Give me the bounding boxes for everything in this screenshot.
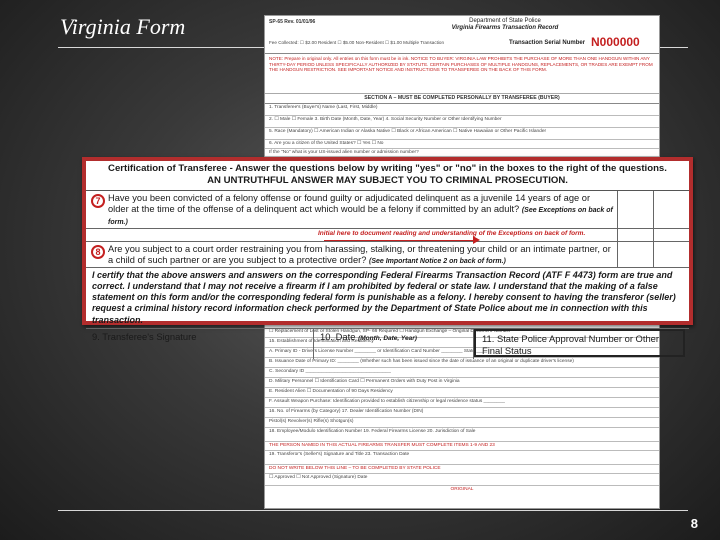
form-line: DO NOT WRITE BELOW THIS LINE – TO BE COMPLETED BY STATE POLICE [265,465,659,474]
answer-cell[interactable] [618,191,654,228]
form-line: 1. Transferee's (Buyer's) Name (Last, First, Middle) [265,104,659,116]
form-revision: SP-65 Rev. 01/01/96 [269,19,316,25]
footer-divider [58,510,688,511]
answer-box [617,191,689,228]
form-line: E. Resident Alien ☐ Documentation of 90 Days Residency [265,388,659,398]
initial-note-row [86,229,689,242]
form-notice: NOTE: Prepare in original only. All entries on this form must be in ink. NOTICE TO BUYER: VIRGINIA LAW PROHIBITS THE PURCHASE OF MORE THAN ONE HANDGUN WITHIN ANY THIRTY-DAY PERIOD UNLESS SPECIFICALLY AUTHORIZED BY STATUTE. CERTAIN PURCHASES OF MULTIPLE HANDGUNS, REPLACEMENTS, OR TRADES ARE EXEMPT FROM THE HANDGUN RESTRICTION. SEE IMPORTANT NOTICE AND INSTRUCTIONS TO TRANSFEREE ON THE BACK OF THIS FORM. [265,54,659,94]
initial-cell[interactable] [654,242,689,267]
arrow-right-icon [324,240,474,241]
question-number-badge: 8 [91,245,105,259]
question-7-note: (See Exceptions on back of form.) [108,207,613,227]
form-agency: Department of State Police [469,18,541,24]
form-original-label: ORIGINAL [450,487,474,492]
form-line: D. Military Personnel ☐ Identification Card ☐ Permanent Orders with Duty Post in Virginia [265,378,659,388]
fee-collected-row: Fee Collected: ☐ $2.00 Resident ☐ $5.00 Non-Resident ☐ $1.00 Multiple Transaction [269,40,445,45]
question-7-text: Have you been convicted of a felony offense or found guilty or adjudicated delinquent as a juvenile 14 years of age or older at the time of the offense of a delinquent act which would be a felony if committed by an adult? [108,192,591,215]
approval-number-field[interactable]: 11. State Police Approval Number or Other Final Status [474,329,685,357]
question-number-badge: 7 [91,194,105,208]
date-field[interactable] [314,329,474,359]
form-line: C. Secondary ID ________________________________ [265,368,659,378]
answer-cell[interactable] [618,242,654,267]
answer-box [617,242,689,267]
form-line: 5. Race (Mandatory) ☐ American Indian or Alaska Native ☐ Black or African American ☐ Native Hawaiian or Other Pacific Islander [265,128,659,140]
certification-statement: I certify that the above answers and answers on the corresponding Federal Firearms Transaction Record (ATF F 4473) form are true and correct. I understand that I may not receive a firearm if I am prohibited by federal or state law. I understand that the making of a false statement on this form and/or the corresponding federal form is punishable as a felony. I hereby consent to having the transferor (seller) request a criminal history record information check performed by the Department of State Police about me in connection with this transaction. [86,268,689,329]
form-line: 2. ☐ Male ☐ Female 3. Birth Date (Month, Date, Year) 4. Social Security Number or Other Identifying Number [265,116,659,128]
initial-note-text: Initial here to document reading and understanding of the Exceptions on back of form. [318,229,586,237]
form-line: Pistol(s) Revolver(s) Rifle(s) Shotgun(s) [265,418,659,428]
form-line: If the "No" what is your US-issued alien number or admission number? [265,149,659,157]
initial-cell[interactable] [654,229,689,241]
warning-text: AN UNTRUTHFUL ANSWER MAY SUBJECT YOU TO CRIMINAL PROSECUTION. [86,175,689,190]
form-line: THE PERSON NAMED IN THIS ACTUAL FIREARMS TRANSFER MUST COMPLETE ITEMS 1-9 AND 23 [265,442,659,451]
slide-title: Virginia Form [60,14,186,39]
question-8 [86,242,689,268]
section-a-header: SECTION A – MUST BE COMPLETED PERSONALLY BY TRANSFEREE (BUYER) [265,94,659,104]
transferee-signature-field[interactable]: 9. Transferee's Signature [86,329,314,359]
form-line: 15. Establishment of Identification and Residency [265,338,659,348]
form-line: 19. Transferor's (Seller's) Signature and Title 23. Transaction Date [265,451,659,465]
certification-heading: Certification of Transferee - Answer the questions below by writing "yes" or "no" in the boxes to the right of the questions. [108,163,667,174]
form-line: 6. Are you a citizen of the United States? ☐ Yes ☐ No [265,140,659,149]
form-line: F. Assault Weapon Purchase: Identification provided to establish citizenship or legal residence status ________ [265,398,659,408]
date-label: 10. Date [320,330,356,342]
question-8-note: (See Important Notice 2 on back of form.) [368,258,506,266]
form-line: ☐ Approved ☐ Not Approved (Signature) Date [265,474,659,486]
serial-number: N000000 [591,35,640,49]
signature-row [86,329,689,359]
page-number: 8 [690,516,698,531]
serial-label: Transaction Serial Number [509,40,586,46]
question-8-text: Are you subject to a court order restraining you from harassing, stalking, or threatening your child or an intimate partner, or a child of such partner or are you subject to a protective order? [108,243,611,266]
answer-box [617,229,689,241]
answer-cell[interactable] [618,229,654,241]
question-7 [86,191,689,229]
form-line: 18. Employee/Modulo Identification Number 19. Federal Firearms License 20. Jurisdiction of Sale [265,428,659,442]
form-header [265,16,659,54]
form-title: Virginia Firearms Transaction Record [451,25,559,31]
form-line: B. Issuance Date of Primary ID: ________ (Whether such has been issued since the date of issuance of an original or duplicate driver's license) [265,358,659,368]
date-format-hint: (Month, Date, Year) [358,334,417,342]
initial-cell[interactable] [654,191,689,228]
form-line: 16. No. of Firearms (by Category) 17. Dealer Identification Number (DIN) [265,408,659,418]
form-line: A. Primary ID - Drivers License Number ________ or Identification Card Number ________ State ____ [265,348,659,358]
form-line: ☐ Replacement of Lost or Stolen Handgun, SP- 66 Required ☐ Handgun Exchange – Original Document Number [265,328,659,338]
